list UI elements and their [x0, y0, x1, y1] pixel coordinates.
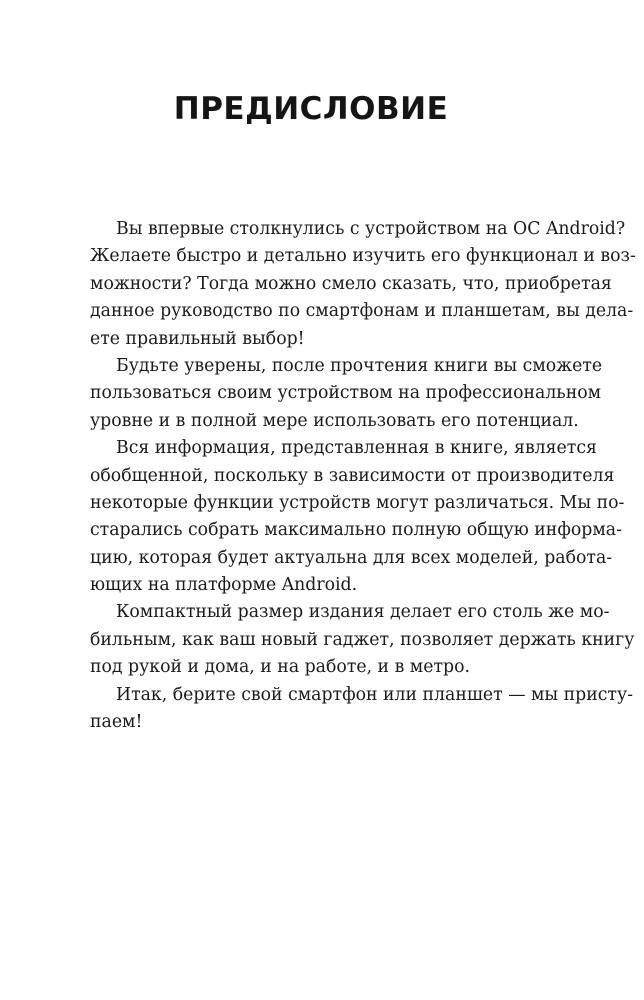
paragraph: [90, 216, 636, 353]
text-line: паем!: [90, 712, 143, 733]
paragraph: [90, 353, 603, 435]
text-line: старались собрать максимально полную общую информа-: [90, 520, 622, 541]
paragraph: [90, 435, 625, 599]
text-line: Итак, берите свой смартфон или планшет — мы присту-: [116, 684, 634, 705]
text-line: под рукой и дома, и на работе, и в метро.: [90, 657, 470, 678]
text-line: ете правильный выбор!: [90, 328, 305, 349]
page-title: ПРЕДИСЛОВИЕ: [173, 91, 449, 127]
paragraph: [90, 682, 634, 737]
text-line: бильным, как ваш новый гаджет, позволяет держать книгу: [90, 629, 635, 650]
text-line: Вся информация, представленная в книге, является: [116, 438, 597, 459]
preface-body: [90, 216, 636, 736]
text-line: данное руководство по смартфонам и планшетам, вы дела-: [90, 301, 634, 322]
text-line: Компактный размер издания делает его столь же мо-: [116, 602, 610, 623]
text-line: уровне и в полной мере использовать его потенциал.: [90, 410, 579, 431]
text-line: ющих на платформе Android.: [90, 575, 358, 596]
text-line: Будьте уверены, после прочтения книги вы сможете: [116, 355, 603, 376]
text-line: можности? Тогда можно смело сказать, что, приобретая: [90, 273, 612, 294]
paragraph: [90, 599, 635, 681]
text-line: пользоваться своим устройством на профессиональном: [90, 383, 602, 404]
text-line: Желаете быстро и детально изучить его функционал и воз-: [90, 246, 636, 267]
text-line: некоторые функции устройств могут различаться. Мы по-: [90, 492, 625, 513]
text-line: цию, которая будет актуальна для всех моделей, работа-: [90, 547, 613, 568]
text-line: Вы впервые столкнулись с устройством на ОС Android?: [116, 219, 626, 239]
text-line: обобщенной, поскольку в зависимости от производителя: [90, 465, 615, 486]
